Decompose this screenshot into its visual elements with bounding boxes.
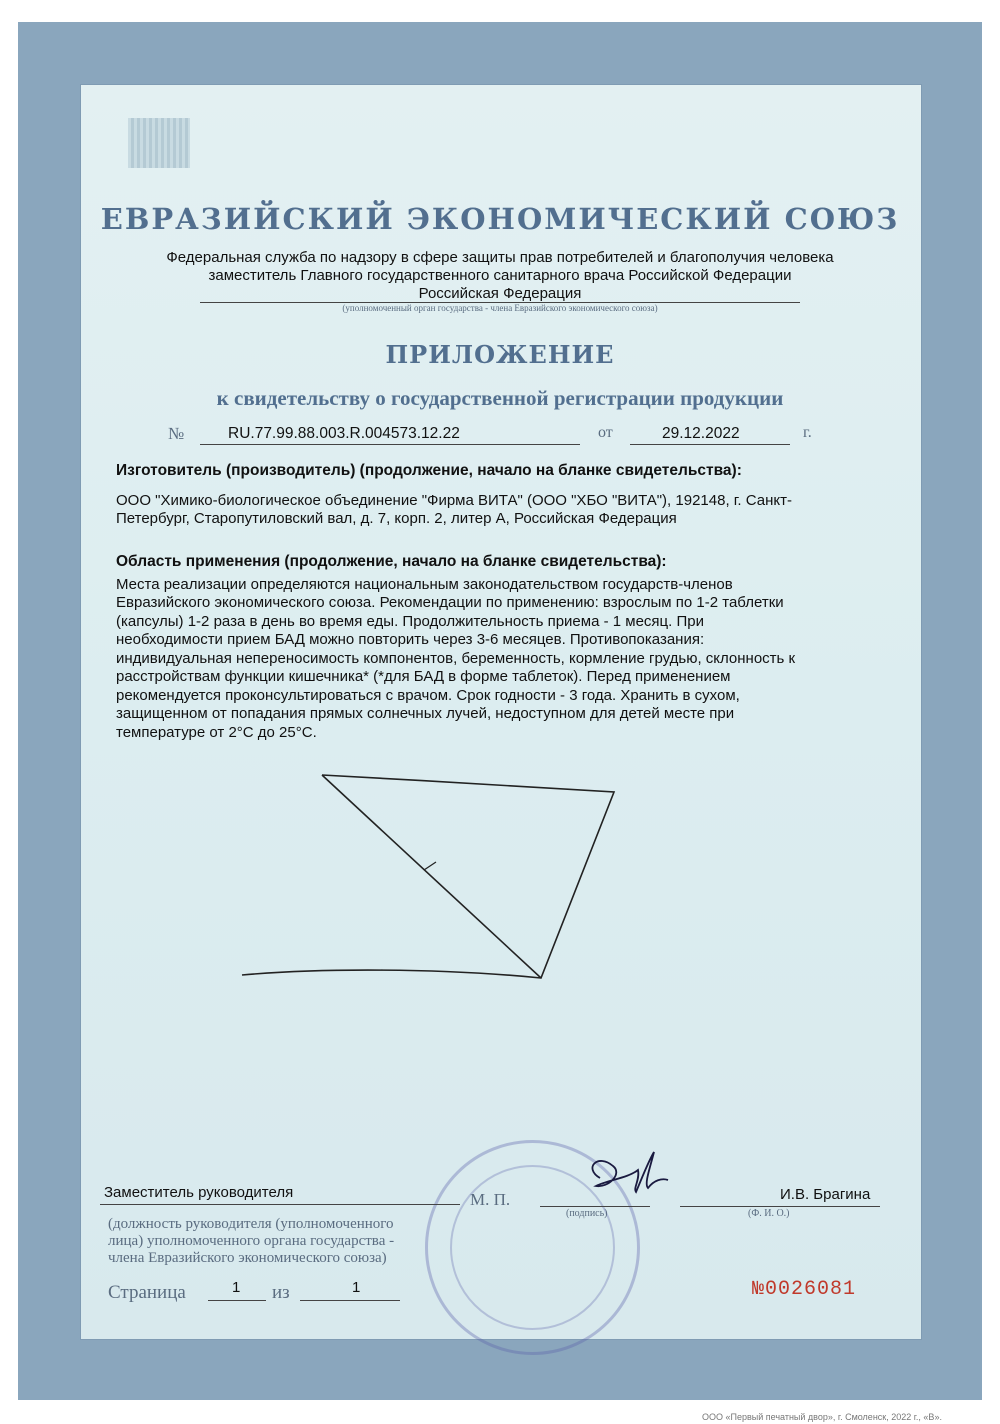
manufacturer-line: ООО "Химико-биологическое объединение "Фирма ВИТА" (ООО "ХБО "ВИТА"), 192148, г. Санкт-	[116, 491, 792, 509]
scope-heading: Область применения (продолжение, начало на бланке свидетельства):	[116, 553, 667, 570]
manufacturer-heading: Изготовитель (производитель) (продолжение, начало на бланке свидетельства):	[116, 462, 742, 479]
name-caption: (Ф. И. О.)	[748, 1208, 790, 1219]
of-label: из	[272, 1282, 290, 1303]
page-total: 1	[352, 1279, 361, 1296]
authority-line-2: заместитель Главного государственного санитарного врача Российской Федерации	[208, 267, 792, 284]
authority-line-1: Федеральная служба по надзору в сфере защиты прав потребителей и благополучия человека	[166, 249, 834, 266]
position-underline	[100, 1204, 460, 1205]
signatory-position: Заместитель руководителя	[104, 1184, 294, 1201]
scope-line: защищенном от попадания прямых солнечных лучей, недоступном для детей месте при	[116, 705, 735, 722]
scope-line: Места реализации определяются национальным законодательством государств-членов	[116, 575, 733, 593]
position-caption-line: (должность руководителя (уполномоченного	[108, 1216, 394, 1232]
scope-line: расстройствам функции кишечника* (*для БАД в форме таблеток). Перед применением	[116, 668, 731, 685]
signature-underline	[540, 1206, 650, 1207]
scope-line: Евразийского экономического союза. Рекомендации по применению: взрослым по 1-2 таблетки	[116, 594, 784, 611]
position-caption-line: лица) уполномоченного органа государства -	[108, 1233, 395, 1249]
authority-line-3: Российская Федерация	[418, 285, 582, 302]
scope-line: необходимости прием БАД можно повторить через 3-6 месяцев. Противопоказания:	[116, 631, 705, 648]
printer-footer: ООО «Первый печатный двор», г. Смоленск, 2022 г., «В».	[702, 1412, 942, 1422]
signature-caption: (подпись)	[566, 1208, 608, 1219]
scope-line: температуре от 2°С до 25°С.	[116, 723, 317, 741]
total-underline	[300, 1300, 400, 1301]
scope-line: индивидуальная непереносимость компонентов, беременность, кормление грудью, склонность к	[116, 649, 796, 667]
year-suffix: г.	[803, 424, 812, 441]
handwritten-signature	[578, 1148, 678, 1208]
appendix-heading: ПРИЛОЖЕНИЕ	[385, 340, 615, 369]
certificate-number: RU.77.99.88.003.R.004573.12.22	[228, 425, 460, 442]
page-underline	[208, 1300, 266, 1301]
signatory-name: И.В. Брагина	[780, 1186, 871, 1203]
union-title: ЕВРАЗИЙСКИЙ ЭКОНОМИЧЕСКИЙ СОЮЗ	[100, 202, 900, 236]
date-label: от	[598, 424, 613, 441]
page-number: 1	[232, 1279, 241, 1296]
scope-line: рекомендуется проконсультироваться с врачом. Срок годности - 3 года. Хранить в сухом,	[116, 686, 740, 704]
name-underline	[680, 1206, 880, 1207]
number-label: №	[168, 424, 185, 443]
scope-line: (капсулы) 1-2 раза в день во время еды. Продолжительность приема - 1 месяц. При	[116, 612, 704, 630]
certificate-date: 29.12.2022	[662, 425, 740, 442]
form-serial-number: №0026081	[752, 1278, 857, 1301]
manufacturer-line: Петербург, Старопутиловский вал, д. 7, корп. 2, литер А, Российская Федерация	[116, 510, 677, 527]
page-label: Страница	[108, 1282, 186, 1303]
authority-caption: (уполномоченный орган государства - члена Евразийского экономического союза)	[342, 303, 658, 313]
appendix-subheading: к свидетельству о государственной регистрации продукции	[216, 386, 784, 410]
mp-label: М. П.	[470, 1190, 511, 1209]
position-caption-line: члена Евразийского экономического союза)	[108, 1250, 387, 1266]
